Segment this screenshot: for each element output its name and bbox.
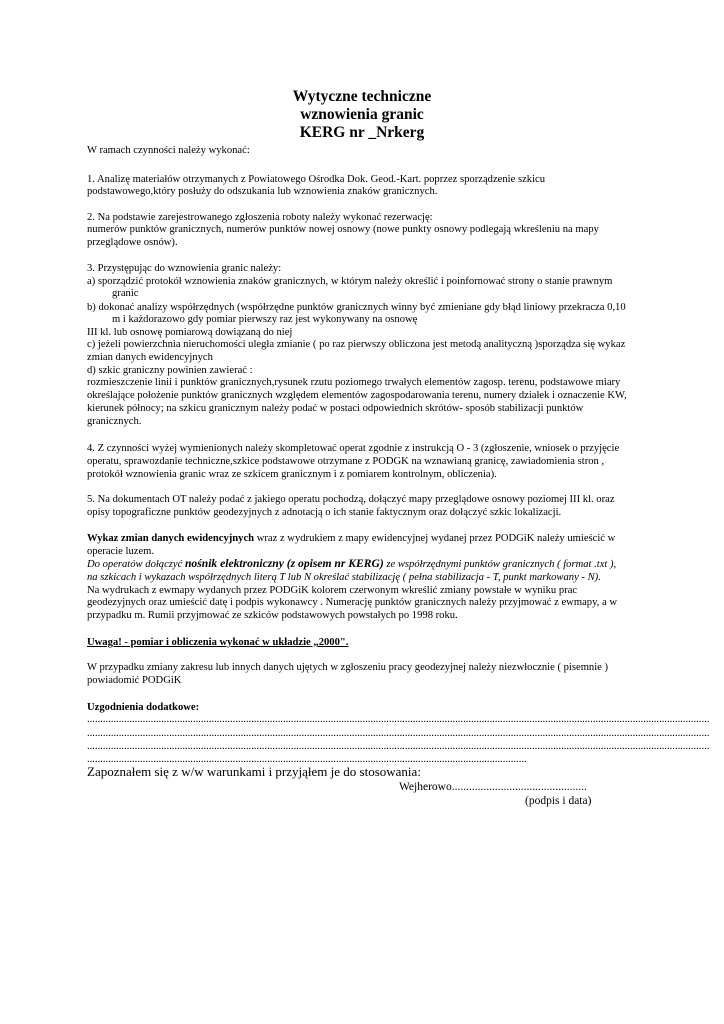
section-3-line: 3. Przystępując do wznowienia granic należy:	[87, 263, 282, 274]
signature-date-label: (podpis i data)	[525, 795, 592, 807]
wykaz-line: Na wydrukach z ewmapy wydanych przez PODGiK kolorem czerwonym wkreślić zmiany powstałe w wyniku prac	[87, 585, 578, 596]
section-3-line: b) dokonać analizy współrzędnych (współrzędne punktów granicznych winny być zmieniane gdy błąd liniowy przekracza 0,10	[87, 302, 626, 313]
section-5-line: 5. Na dokumentach OT należy podać z jakiego operatu pochodzą, dołączyć mapy przeglądowe osnowy poziomej III kl. oraz	[87, 494, 615, 505]
electronic-media-intro: Do operatów dołączyć	[87, 559, 185, 570]
section-3-line: III kl. lub osnowę pomiarową dowiązaną do niej	[87, 327, 293, 338]
electronic-media-line: na szkicach i wykazach współrzędnych literą T lub N określać stabilizację ( pełna stabilizacja - T, punkt markowany - N).	[87, 572, 601, 583]
document-title-line-2: wznowienia granic	[300, 106, 424, 123]
section-3-line: granicznych.	[87, 416, 142, 427]
section-2-line: numerów punktów granicznych, numerów punktów nowej osnowy (nowe punkty osnowy podlegają wkreśleniu na mapy	[87, 224, 599, 235]
zmiana-line: powiadomić PODGiK	[87, 675, 182, 686]
zmiana-line: W przypadku zmiany zakresu lub innych danych ujętych w zgłoszeniu pracy geodezyjnej należy niezwłocznie ( pisemnie )	[87, 662, 609, 673]
section-3-line: kierunek północy; na szkicu granicznym należy podać w postaci odpowiednich skrótów- sposób stabilizacji punktów	[87, 403, 584, 414]
electronic-media-rest: ze współrzędnymi punktów granicznych ( format .txt ),	[383, 559, 617, 570]
dotted-line: ...........................................................................................................................................................................................................................................	[87, 741, 710, 752]
section-4-line: operatu, sprawozdanie techniczne,szkice podstawowe otrzymane z PODGK na wznawianą granicę, zawiadomienia stron ,	[87, 456, 605, 467]
uwaga-note: Uwaga! - pomiar i obliczenia wykonać w układzie „2000".	[87, 637, 349, 648]
section-3-line: a) sporządzić protokół wznowienia znaków granicznych, w którym należy określić i poinfornować strony o stanie prawnym	[87, 276, 613, 287]
uzgodnienia-heading: Uzgodnienia dodatkowe:	[87, 702, 200, 713]
section-4-line: 4. Z czynności wyżej wymienionych należy skompletować operat zgodnie z instrukcją O - 3 (zgłoszenie, wniosek o przyjęcie	[87, 443, 620, 454]
section-3-line: d) szkic graniczny powinien zawierać :	[87, 365, 253, 376]
section-3-line: m i każdorazowo gdy pomiar pierwszy raz jest wykonywany na osnowę	[112, 314, 418, 325]
section-3-line: rozmieszczenie linii i punktów granicznych,rysunek rzutu poziomego trwałych elementów zagosp. terenu, podstawowe miary	[87, 377, 621, 388]
section-3-line: określające położenie punktów granicznych względem elementów zagospodarowania terenu, numery działek i oznaczenie KW,	[87, 390, 627, 401]
dotted-line: ...........................................................................................................................................................................................................................................	[87, 714, 710, 725]
wykaz-line: geodezyjnych oraz umieścić datę i podpis wykonawcy . Numerację punktów granicznych należy przyjmować z ewmapy, a w	[87, 597, 617, 608]
electronic-media-bold: nośnik elektroniczny (z opisem nr KERG)	[184, 557, 384, 570]
wykaz-line: operacie luzem.	[87, 546, 155, 557]
section-2-line: przeglądowe osnów).	[87, 237, 178, 248]
wykaz-line: przypadku m. Rumii przyjmować ze szkiców podstawowych powstałych po 1998 roku.	[87, 610, 458, 621]
wykaz-rest-text: wraz z wydrukiem z mapy ewidencyjnej wydanej przez PODGiK należy umieścić w	[254, 533, 616, 544]
section-1-line: 1. Analizę materiałów otrzymanych z Powiatowego Ośrodka Dok. Geod.-Kart. poprzez sporządzenie szkicu	[87, 174, 546, 185]
section-5-line: opisy topograficzne punktów geodezyjnych z adnotacją o ich stanie faktycznym oraz dołączyć szkic lokalizacji.	[87, 507, 562, 518]
wykaz-line	[87, 533, 615, 546]
dotted-line: ......................................................................................................................................................................	[87, 754, 527, 765]
place-signature-line: Wejherowo...............................................	[399, 781, 587, 793]
electronic-media-line	[87, 558, 616, 572]
section-2-line: 2. Na podstawie zarejestrowanego zgłoszenia roboty należy wykonać rezerwację:	[87, 212, 433, 223]
section-3-line: c) jeżeli powierzchnia nieruchomości uległa zmianie ( po raz pierwszy obliczona jest metodą analityczną )sporządza się wykaz	[87, 339, 626, 350]
section-3-line: zmian danych ewidencyjnych	[87, 352, 213, 363]
intro-text: W ramach czynności należy wykonać:	[87, 145, 250, 156]
document-title-line-1: Wytyczne techniczne	[292, 88, 432, 105]
wykaz-bold-text: Wykaz zmian danych ewidencyjnych	[87, 533, 255, 544]
acceptance-statement: Zapoznałem się z w/w warunkami i przyjąłem je do stosowania:	[87, 764, 421, 779]
section-1-line: podstawowego,który posłuży do odszukania lub wznowienia znaków granicznych.	[87, 186, 438, 197]
section-3-line: granic	[112, 288, 139, 299]
dotted-line: ...........................................................................................................................................................................................................................................	[87, 728, 710, 739]
document-title-line-3: KERG nr _Nrkerg	[299, 124, 425, 141]
section-4-line: protokół wznowienia granic wraz ze szkicem granicznym i z pomiarem kontrolnym, obliczenia).	[87, 469, 497, 480]
